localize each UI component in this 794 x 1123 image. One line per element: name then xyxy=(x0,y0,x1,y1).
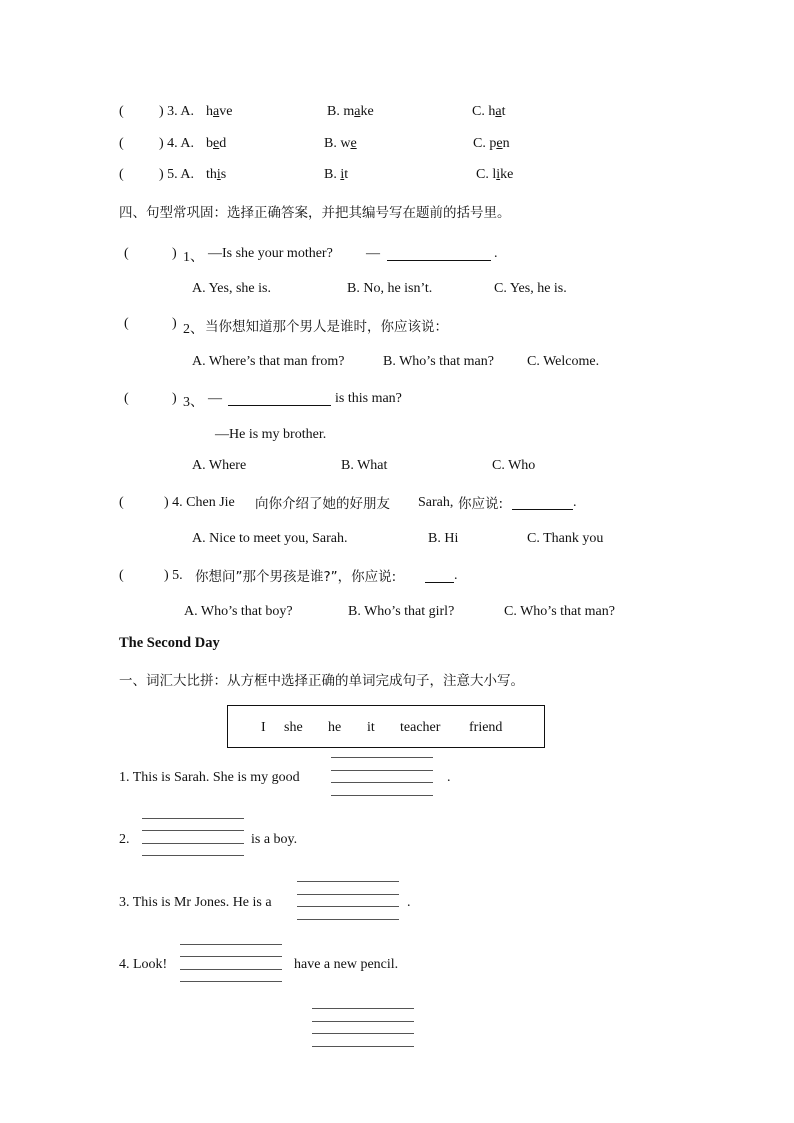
option-b: B. we xyxy=(324,136,357,151)
option-b: B. Who’s that man? xyxy=(383,354,494,369)
option-b: B. Who’s that girl? xyxy=(348,604,455,619)
option-b: B. it xyxy=(324,167,349,182)
answer-paren: ( xyxy=(119,136,124,151)
option-a: bed xyxy=(206,136,227,151)
sentence-end: . xyxy=(447,770,451,785)
fill-sentence: is a boy. xyxy=(251,832,298,847)
answer-blank[interactable] xyxy=(512,495,573,510)
option-c: C. pen xyxy=(473,136,510,151)
question-stem: —Is she your mother? xyxy=(208,246,333,261)
option-c: C. Yes, he is. xyxy=(494,281,567,296)
question-number: ) 5. A. xyxy=(159,167,194,182)
option-b: B. Hi xyxy=(428,531,459,546)
sentence-end: . xyxy=(407,895,411,910)
option-a: A. Yes, she is. xyxy=(192,281,271,296)
question-number: 3、 xyxy=(183,395,204,410)
dialogue-answer: —He is my brother. xyxy=(215,427,327,442)
answer-paren: ( xyxy=(119,167,124,182)
question-number: 1、 xyxy=(183,250,204,265)
question-number: ) 4. Chen Jie xyxy=(164,495,235,510)
answer-blank[interactable] xyxy=(387,246,491,261)
fill-sentence: 3. This is Mr Jones. He is a xyxy=(119,895,272,910)
answer-blank[interactable] xyxy=(228,391,331,406)
answer-paren-close: ) xyxy=(172,391,177,406)
option-a: have xyxy=(206,104,233,119)
sentence-end: . xyxy=(573,495,577,510)
question-number: ) 4. A. xyxy=(159,136,194,151)
word-option: I xyxy=(261,720,266,735)
question-stem: 向你介绍了她的好朋友 xyxy=(255,496,390,512)
sentence-end: . xyxy=(494,246,498,261)
fill-sentence: 1. This is Sarah. She is my good xyxy=(119,770,300,785)
question-number: ) 5. xyxy=(164,568,183,583)
word-option: it xyxy=(367,720,375,735)
section-heading: 一、词汇大比拼：从方框中选择正确的单词完成句子，注意大小写。 xyxy=(119,673,524,689)
question-stem-end: 你应说: xyxy=(458,496,504,512)
question-number: 2、 xyxy=(183,322,204,337)
option-c: C. Thank you xyxy=(527,531,604,546)
question-stem: is this man? xyxy=(335,391,402,406)
option-c: C. Welcome. xyxy=(527,354,600,369)
answer-paren: ( xyxy=(119,568,124,583)
dash: — xyxy=(208,391,222,406)
word-box xyxy=(227,705,545,748)
option-c: C. hat xyxy=(472,104,506,119)
option-a: A. Nice to meet you, Sarah. xyxy=(192,531,348,546)
word-option: he xyxy=(328,720,342,735)
question-stem-name: Sarah, xyxy=(418,495,454,510)
section-heading: 四、句型常巩固：选择正确答案，并把其编号写在题前的括号里。 xyxy=(119,205,511,221)
fill-sentence: 4. Look! xyxy=(119,957,168,972)
question-number: ) 3. A. xyxy=(159,104,194,119)
option-c: C. like xyxy=(476,167,514,182)
answer-paren: ( xyxy=(124,316,129,331)
option-c: C. Who xyxy=(492,458,536,473)
answer-blank[interactable] xyxy=(425,568,454,583)
fill-sentence: have a new pencil. xyxy=(294,957,399,972)
sentence-number: 2. xyxy=(119,832,130,847)
question-stem: 你想问”那个男孩是谁?”，你应说: xyxy=(195,569,397,585)
option-a: A. Who’s that boy? xyxy=(184,604,293,619)
answer-paren: ( xyxy=(124,391,129,406)
word-option: friend xyxy=(469,720,503,735)
sentence-end: . xyxy=(454,568,458,583)
word-option: teacher xyxy=(400,720,441,735)
section-title: The Second Day xyxy=(119,635,220,651)
option-c: C. Who’s that man? xyxy=(504,604,615,619)
dash: — xyxy=(366,246,380,261)
option-b: B. make xyxy=(327,104,374,119)
option-a: this xyxy=(206,167,227,182)
question-stem: 当你想知道那个男人是谁时，你应该说： xyxy=(205,319,448,335)
answer-paren-close: ) xyxy=(172,316,177,331)
answer-paren: ( xyxy=(119,104,124,119)
answer-paren: ( xyxy=(119,495,124,510)
answer-paren: ( xyxy=(124,246,129,261)
option-b: B. What xyxy=(341,458,388,473)
word-option: she xyxy=(284,720,303,735)
answer-paren-close: ) xyxy=(172,246,177,261)
option-a: A. Where’s that man from? xyxy=(192,354,345,369)
option-b: B. No, he isn’t. xyxy=(347,281,433,296)
option-a: A. Where xyxy=(192,458,247,473)
